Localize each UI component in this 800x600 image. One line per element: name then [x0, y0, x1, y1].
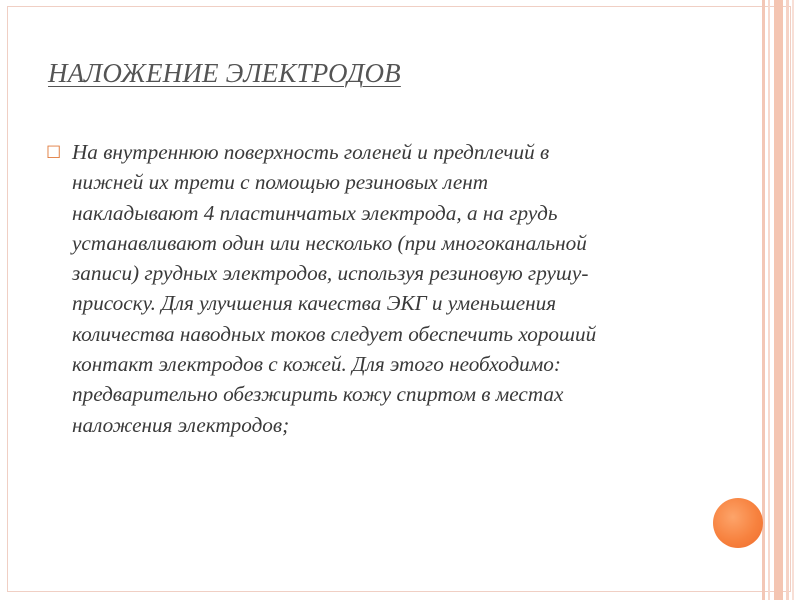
- orange-circle-decoration: [713, 498, 763, 548]
- bullet-text: На внутреннюю поверхность голеней и предплечий в нижней их трети с помощью резиновых лент накладывают 4 пластинчатых электрода, а на грудь устанавливают один или несколько (при многоканальной записи) грудных электродов, используя резиновую грушу- присоску. Для улучшения качества ЭКГ и уменьшения количества наводных токов следует обеспечить хороший контакт электродов с кожей. Для этого необходимо: предварительно обезжирить кожу спиртом в местах наложения электродов;: [72, 140, 597, 437]
- decorative-stripe: [774, 0, 783, 600]
- decorative-stripe: [786, 0, 789, 600]
- slide-title: НАЛОЖЕНИЕ ЭЛЕКТРОДОВ: [48, 58, 401, 88]
- decorative-stripe: [792, 0, 794, 600]
- decorative-stripe: [768, 0, 770, 600]
- bullet-icon: ☐: [46, 143, 62, 162]
- decorative-stripe: [762, 0, 765, 600]
